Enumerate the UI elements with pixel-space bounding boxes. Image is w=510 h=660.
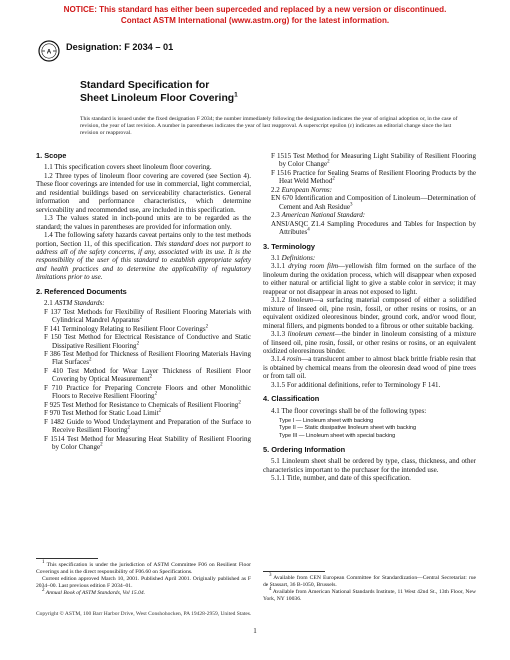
reference-item [36, 333, 251, 350]
paragraph-2-3-num: 2.3 [271, 211, 282, 220]
definition-text: —a translucent amber to almost black brittle friable resin that is obtained by chemical means from the oleoresin dead wood of pine trees or from tall oil. [263, 355, 476, 381]
type-item: Type III — Linoleum sheet with special backing [279, 432, 396, 439]
reference-text: F 1515 Test Method for Measuring Light Stability of Resilient Flooring by Color Change [271, 152, 476, 169]
footnote-mark: 2 [158, 408, 162, 414]
reference-text: F 141 Terminology Relating to Resilient Floor Coverings [44, 324, 206, 333]
footnote-mark: 4 [307, 227, 310, 233]
reference-text: EN 670 Identification and Composition of Linoleum—Determination of Cement and Ash Residue [271, 194, 476, 211]
paragraph-3-1-num: 3.1 [271, 253, 282, 262]
paragraph-1-3: 1.3 The values stated in inch-pound units are to be regarded as the standard; the values in parentheses are provided for information only. [36, 214, 251, 231]
footnote-text: Available from CEN European Committee for Standardization—Central Secretariat: rue de Stassart, 36 B-1050, Brussels. [263, 575, 476, 589]
section-heading-ordering-information: 5. Ordering Information [263, 444, 346, 454]
footnote-mark: 3 [269, 573, 272, 579]
reference-item [263, 152, 476, 169]
definition-drying-room-film [263, 262, 476, 296]
section-heading-referenced-documents: 2. Referenced Documents [36, 286, 127, 296]
designation: Designation: F 2034 – 01 [66, 42, 174, 52]
paragraph-1-4-text: 1.4 The following safety hazards caveat pertains only to the test methods portion, Section 11, of this specification. [36, 231, 251, 248]
paragraph-5-1: 5.1 Linoleum sheet shall be ordered by type, class, thickness, and other characteristics important to the purchaser for the intended use. [263, 457, 476, 474]
copyright-line: Copyright © ASTM, 100 Barr Harbor Drive, West Conshohocken, PA 19428-2959, United States. [36, 611, 252, 617]
reference-item [36, 308, 251, 325]
footnote-text: This specification is under the jurisdiction of ASTM Committee F06 on Resilient Floor Coverings and is the direct responsibility of F06.60 on Specifications. [36, 562, 251, 576]
section-heading-classification: 4. Classification [263, 394, 320, 404]
footnotes-left [36, 562, 251, 597]
reference-text: ANSI/ASQC Z1.4 Sampling Procedures and Tables for Inspection by Attributes [271, 219, 476, 237]
document-title [80, 80, 440, 105]
reference-text: F 925 Test Method for Resistance to Chemicals of Resilient Flooring [44, 400, 239, 409]
section-heading-terminology: 3. Terminology [263, 241, 316, 251]
definition-linoleum-cement [263, 330, 476, 355]
footnote-mark: 1 [42, 560, 45, 566]
paragraph-2-2-label: European Norms: [281, 185, 333, 194]
footnote-mark: 2 [136, 341, 140, 347]
paragraph-4-1: 4.1 The floor coverings shall be of the following types: [271, 406, 427, 415]
right-column [263, 152, 476, 483]
footnote-text: Annual Book of ASTM Standards, Vol 15.04. [44, 590, 146, 597]
title-line-2: Sheet Linoleum Floor Covering [80, 92, 235, 104]
reference-item [36, 384, 251, 401]
footnote-mark: 2 [238, 400, 241, 406]
paragraph-1-4 [36, 231, 251, 282]
footnote-rule-right [263, 571, 325, 572]
footnote-rule-left [36, 558, 98, 559]
paragraph-2-1 [36, 299, 251, 307]
reference-item [263, 169, 476, 186]
reference-text: F 970 Test Method for Static Load Limit [44, 409, 159, 418]
paragraph-2-2 [263, 186, 476, 194]
definition-num: 3.1.4 [271, 355, 287, 364]
footnote-2 [36, 590, 251, 597]
footnote-mark: 2 [89, 358, 92, 364]
footnote-mark: 2 [154, 391, 158, 397]
page-number: 1 [253, 627, 257, 635]
reference-text: F 1482 Guide to Wood Underlayment and Preparation of the Surface to Receive Resilient Flooring [44, 417, 251, 435]
definition-term: rosin [287, 355, 302, 364]
footnote-mark: 2 [332, 177, 335, 183]
reference-item [36, 409, 251, 417]
definition-term: drying room film [288, 262, 339, 271]
reference-item [36, 325, 251, 333]
footnote-mark: 2 [127, 425, 131, 431]
reference-text: F 710 Practice for Preparing Concrete Floors and other Monolithic Floors to Receive Resilient Flooring [44, 383, 251, 401]
reference-item [36, 350, 251, 367]
definition-term: linoleum cement [287, 330, 335, 339]
paragraph-1-1: 1.1 This specification covers sheet linoleum floor covering. [44, 163, 212, 172]
paragraph-1-2: 1.2 Three types of linoleum floor covering are covered (see Section 4). These floor coverings are intended for use in commercial, light commercial, and residential buildings based on serviceability characteristics. General information and performance characteristics, which determine serviceability and recommended use, are included in this specification. [36, 171, 251, 214]
paragraph-2-1-num: 2.1 [44, 299, 55, 308]
reference-item [36, 401, 251, 409]
footnote-mark: 2 [149, 374, 153, 380]
notice-line-1: NOTICE: This standard has either been superceded and replaced by a new version or discontinued. [63, 5, 447, 14]
notice-line-2: Contact ASTM International (www.astm.org) for the latest information. [120, 15, 390, 25]
astm-logo-icon [38, 40, 60, 62]
paragraph-3-1-label: Definitions: [281, 253, 316, 262]
footnote-1 [36, 562, 251, 576]
paragraph-5-1-1: 5.1.1 Title, number, and date of this specification. [271, 474, 411, 483]
paragraph-3-1-5: 3.1.5 For additional definitions, refer to Terminology F 141. [271, 380, 441, 389]
title-footnote-mark: 1 [234, 91, 238, 99]
type-item: Type II — Static dissipative linoleum sheet with backing [279, 425, 417, 432]
paragraph-2-2-num: 2.2 [271, 185, 282, 194]
definition-rosin [263, 355, 476, 380]
reference-text: F 410 Test Method for Wear Layer Thickness of Resilient Floor Covering by Optical Measurement [44, 366, 251, 384]
reference-item [263, 194, 476, 211]
title-line-1: Standard Specification for [80, 80, 210, 91]
reference-item [36, 435, 251, 452]
reference-item [36, 418, 251, 435]
footnote-mark: 3 [350, 202, 353, 208]
footnote-mark: 2 [139, 315, 143, 321]
footnote-mark: 2 [205, 324, 209, 330]
reference-text: F 137 Test Methods for Flexibility of Resilient Flooring Materials with Cylindrical Mandrel Apparatus [44, 307, 251, 325]
reference-text: F 1514 Test Method for Measuring Heat Stability of Resilient Flooring by Color Change [44, 434, 251, 451]
footnote-3 [263, 575, 476, 589]
footnote-mark: 4 [269, 587, 272, 593]
supersession-notice [0, 5, 510, 26]
definition-text: —yellowish film formed on the surface of the linoleum during the oxidation process, which will disappear when exposed to either natural or artificial light to give a stable color in service; it may reappear or not disappear in areas not exposed to light. [263, 262, 477, 296]
definition-num: 3.1.3 [271, 330, 288, 339]
definition-text: —a surfacing material composed of either a solidified mixture of linseed oil, pine rosin, fossil, or other resins or rosins, or an equivalent oxidized oleoresinous binder, ground cork, and/or wood flour, mineral fillers, and pigments bonded to a fibrous or other suitable backing. [263, 296, 477, 330]
reference-text: F 386 Test Method for Thickness of Resilient Flooring Materials Having Flat Surfaces [44, 349, 251, 367]
issued-note: This standard is issued under the fixed designation F 2034; the number immediately following the designation indicates the year of original adoption or, in the case of revision, the year of last revision. A number in parentheses indicates the year of last reapproval. A superscript epsilon (ε) indicates an editorial change since the last revision or reapproval. [80, 116, 458, 137]
footnote-1-edition: Current edition approved March 10, 2001. Published April 2001. Originally published as F 2034–00. Last previous edition F 2034–01. [36, 576, 251, 590]
paragraph-2-1-label: ASTM Standards: [54, 299, 105, 308]
reference-text: F 150 Test Method for Electrical Resistance of Conductive and Static Dissipative Resilient Flooring [44, 333, 251, 350]
reference-text: F 1516 Practice for Sealing Seams of Resilient Flooring Products by the Heat Weld Method [271, 168, 476, 186]
paragraph-1-4-caveat: This standard does not purport to address all of the safety concerns, if any, associated with its use. It is the responsibility of the user of this standard to establish appropriate safety and health practices and to determine the applicability of regulatory limitations prior to use. [36, 239, 251, 282]
svg-text:A: A [46, 48, 52, 56]
paragraph-2-3 [263, 211, 476, 219]
footnote-mark: 2 [100, 442, 103, 448]
definition-num: 3.1.1 [271, 262, 289, 271]
definition-linoleum [263, 296, 476, 330]
type-item: Type I — Linoleum sheet with backing [279, 418, 374, 425]
footnote-mark: 2 [327, 160, 330, 166]
paragraph-3-1 [263, 254, 476, 262]
footnotes-right [263, 575, 476, 603]
definition-text: —the binder in linoleum consisting of a mixture of linseed oil, pine rosin, fossil, or other resins or rosins, or an equivalent oxidized oleoresinous binder. [263, 330, 476, 355]
footnote-text: Available from American National Standards Institute, 11 West 42nd St., 13th Floor, New York, NY 10036. [263, 589, 476, 603]
footnote-mark: 2 [42, 588, 45, 594]
footnote-4 [263, 589, 476, 603]
reference-item [36, 367, 251, 384]
reference-item [263, 220, 476, 237]
paragraph-2-3-label: American National Standard: [281, 211, 366, 220]
definition-num: 3.1.2 [271, 296, 289, 305]
definition-term: linoleum [288, 296, 314, 305]
type-list [263, 418, 476, 440]
section-heading-scope: 1. Scope [36, 151, 67, 160]
left-column [36, 152, 251, 451]
